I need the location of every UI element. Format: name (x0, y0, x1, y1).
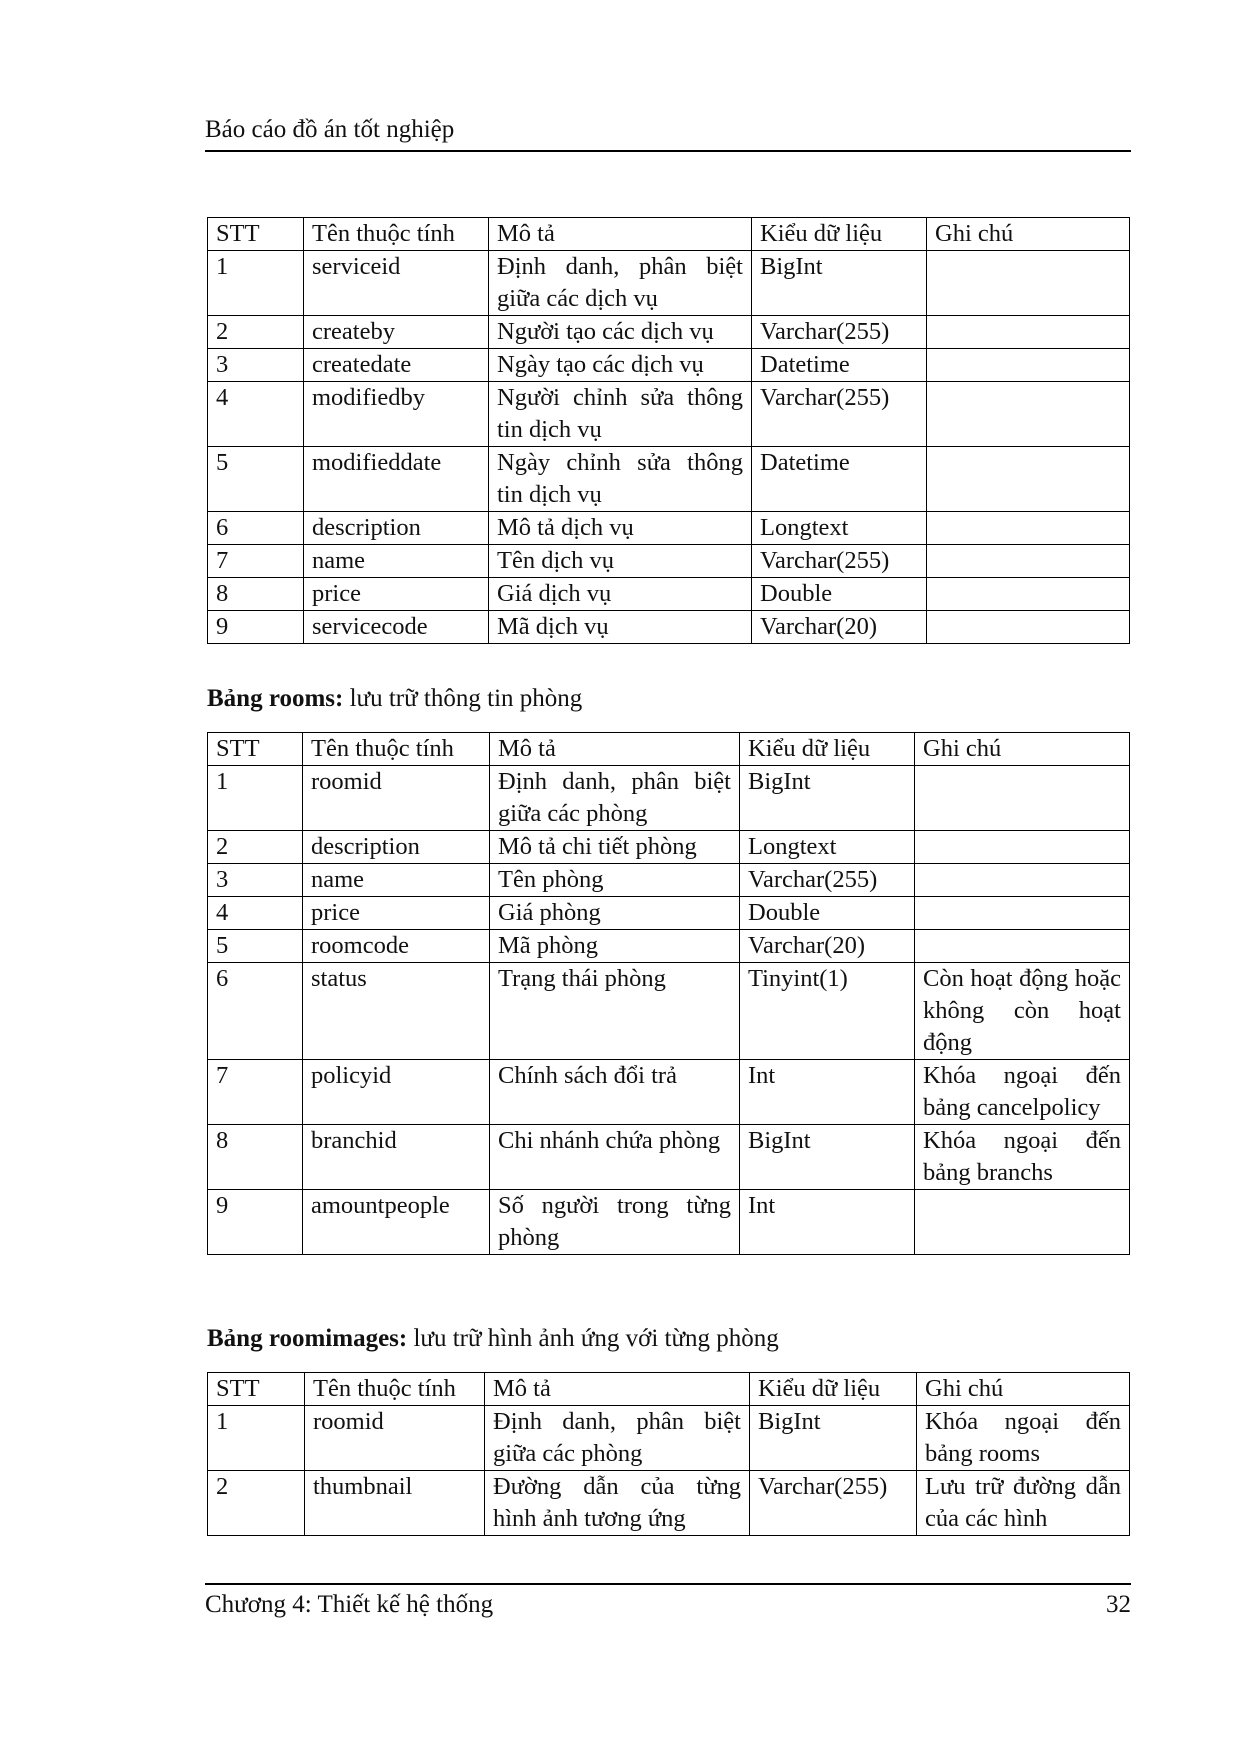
attribute-name-cell: thumbnail (305, 1471, 485, 1536)
data-type-cell: Varchar(20) (752, 611, 927, 644)
stt-cell: 1 (208, 766, 303, 831)
description-cell: Ngày tạo các dịch vụ (489, 349, 752, 382)
attribute-name-cell: createdate (304, 349, 489, 382)
description-cell: Mã phòng (490, 930, 740, 963)
note-cell (927, 545, 1130, 578)
caption-bold: Bảng rooms: (207, 685, 344, 712)
table-row (208, 930, 1130, 963)
attribute-name-cell: description (303, 831, 490, 864)
stt-cell: 7 (208, 1060, 303, 1125)
stt-cell: 6 (208, 963, 303, 1060)
table-row (208, 545, 1130, 578)
table-row (208, 1406, 1130, 1471)
data-type-cell: BigInt (750, 1406, 917, 1471)
attribute-name-cell: createby (304, 316, 489, 349)
page-footer (205, 1583, 1131, 1621)
table-row (208, 864, 1130, 897)
note-cell (927, 251, 1130, 316)
note-cell (927, 349, 1130, 382)
column-header: Tên thuộc tính (304, 218, 489, 251)
description-cell: Người tạo các dịch vụ (489, 316, 752, 349)
description-cell: Định danh, phân biệt giữa các dịch vụ (489, 251, 752, 316)
description-cell: Giá phòng (490, 897, 740, 930)
column-header: Ghi chú (915, 733, 1130, 766)
description-cell: Mô tả chi tiết phòng (490, 831, 740, 864)
stt-cell: 2 (208, 1471, 305, 1536)
stt-cell: 6 (208, 512, 304, 545)
attribute-name-cell: roomid (305, 1406, 485, 1471)
attribute-name-cell: name (304, 545, 489, 578)
note-cell: Khóa ngoại đến bảng branchs (915, 1125, 1130, 1190)
stt-cell: 1 (208, 251, 304, 316)
table-header-row (208, 733, 1130, 766)
table-row (208, 316, 1130, 349)
note-cell (927, 382, 1130, 447)
stt-cell: 3 (208, 864, 303, 897)
data-type-cell: BigInt (752, 251, 927, 316)
note-cell: Khóa ngoại đến bảng cancelpolicy (915, 1060, 1130, 1125)
caption-text: lưu trữ thông tin phòng (343, 685, 583, 712)
note-cell: Lưu trữ đường dẫn của các hình (917, 1471, 1130, 1536)
stt-cell: 2 (208, 831, 303, 864)
column-header: Kiểu dữ liệu (750, 1373, 917, 1406)
attribute-name-cell: amountpeople (303, 1190, 490, 1255)
note-cell (927, 578, 1130, 611)
page-header (205, 114, 1131, 152)
note-cell (915, 1190, 1130, 1255)
caption-text: lưu trữ hình ảnh ứng với từng phòng (407, 1325, 779, 1352)
note-cell (927, 611, 1130, 644)
description-cell: Định danh, phân biệt giữa các phòng (485, 1406, 750, 1471)
data-type-cell: Double (740, 897, 915, 930)
services-table (207, 217, 1130, 644)
table-row (208, 251, 1130, 316)
note-cell (927, 512, 1130, 545)
data-type-cell: Varchar(255) (752, 545, 927, 578)
description-cell: Ngày chỉnh sửa thông tin dịch vụ (489, 447, 752, 512)
column-header: STT (208, 1373, 305, 1406)
data-type-cell: Int (740, 1060, 915, 1125)
description-cell: Mã dịch vụ (489, 611, 752, 644)
column-header: Mô tả (489, 218, 752, 251)
table-row (208, 766, 1130, 831)
table-row (208, 611, 1130, 644)
table-row (208, 1471, 1130, 1536)
stt-cell: 8 (208, 1125, 303, 1190)
caption-bold: Bảng roomimages: (207, 1325, 408, 1352)
rooms-table-caption (207, 683, 582, 715)
stt-cell: 8 (208, 578, 304, 611)
note-cell (927, 447, 1130, 512)
table-row (208, 578, 1130, 611)
rooms-table (207, 732, 1130, 1255)
table-header-row (208, 218, 1130, 251)
data-type-cell: Longtext (752, 512, 927, 545)
table-row (208, 831, 1130, 864)
column-header: Kiểu dữ liệu (740, 733, 915, 766)
column-header: STT (208, 733, 303, 766)
data-type-cell: Longtext (740, 831, 915, 864)
description-cell: Người chỉnh sửa thông tin dịch vụ (489, 382, 752, 447)
attribute-name-cell: policyid (303, 1060, 490, 1125)
attribute-name-cell: roomid (303, 766, 490, 831)
note-cell (915, 831, 1130, 864)
attribute-name-cell: modifiedby (304, 382, 489, 447)
description-cell: Giá dịch vụ (489, 578, 752, 611)
attribute-name-cell: price (304, 578, 489, 611)
data-type-cell: Varchar(255) (752, 316, 927, 349)
attribute-name-cell: modifieddate (304, 447, 489, 512)
data-type-cell: Datetime (752, 447, 927, 512)
data-type-cell: Double (752, 578, 927, 611)
stt-cell: 1 (208, 1406, 305, 1471)
data-type-cell: Varchar(20) (740, 930, 915, 963)
description-cell: Đường dẫn của từng hình ảnh tương ứng (485, 1471, 750, 1536)
data-type-cell: Int (740, 1190, 915, 1255)
table-row (208, 1125, 1130, 1190)
description-cell: Trạng thái phòng (490, 963, 740, 1060)
description-cell: Mô tả dịch vụ (489, 512, 752, 545)
description-cell: Tên phòng (490, 864, 740, 897)
stt-cell: 9 (208, 1190, 303, 1255)
data-type-cell: BigInt (740, 1125, 915, 1190)
page-number: 32 (1106, 1591, 1131, 1618)
column-header: Kiểu dữ liệu (752, 218, 927, 251)
attribute-name-cell: servicecode (304, 611, 489, 644)
description-cell: Chi nhánh chứa phòng (490, 1125, 740, 1190)
roomimages-table (207, 1372, 1130, 1536)
column-header: Mô tả (490, 733, 740, 766)
note-cell (915, 766, 1130, 831)
data-type-cell: Varchar(255) (752, 382, 927, 447)
stt-cell: 4 (208, 382, 304, 447)
column-header: Ghi chú (917, 1373, 1130, 1406)
attribute-name-cell: status (303, 963, 490, 1060)
stt-cell: 7 (208, 545, 304, 578)
note-cell (927, 316, 1130, 349)
column-header: Ghi chú (927, 218, 1130, 251)
footer-chapter: Chương 4: Thiết kế hệ thống (205, 1591, 494, 1618)
data-type-cell: Datetime (752, 349, 927, 382)
column-header: Tên thuộc tính (303, 733, 490, 766)
table-row (208, 512, 1130, 545)
table-row (208, 897, 1130, 930)
description-cell: Định danh, phân biệt giữa các phòng (490, 766, 740, 831)
stt-cell: 2 (208, 316, 304, 349)
header-title: Báo cáo đồ án tốt nghiệp (205, 116, 455, 143)
attribute-name-cell: description (304, 512, 489, 545)
data-type-cell: Varchar(255) (740, 864, 915, 897)
table-header-row (208, 1373, 1130, 1406)
stt-cell: 5 (208, 930, 303, 963)
data-type-cell: Varchar(255) (750, 1471, 917, 1536)
table-row (208, 382, 1130, 447)
description-cell: Tên dịch vụ (489, 545, 752, 578)
description-cell: Chính sách đổi trả (490, 1060, 740, 1125)
attribute-name-cell: name (303, 864, 490, 897)
table-row (208, 1060, 1130, 1125)
table-row (208, 963, 1130, 1060)
note-cell: Còn hoạt động hoặc không còn hoạt động (915, 963, 1130, 1060)
attribute-name-cell: serviceid (304, 251, 489, 316)
roomimages-table-caption (207, 1323, 779, 1355)
stt-cell: 4 (208, 897, 303, 930)
table-row (208, 349, 1130, 382)
column-header: STT (208, 218, 304, 251)
data-type-cell: Tinyint(1) (740, 963, 915, 1060)
attribute-name-cell: price (303, 897, 490, 930)
note-cell (915, 930, 1130, 963)
note-cell: Khóa ngoại đến bảng rooms (917, 1406, 1130, 1471)
note-cell (915, 897, 1130, 930)
stt-cell: 5 (208, 447, 304, 512)
column-header: Tên thuộc tính (305, 1373, 485, 1406)
data-type-cell: BigInt (740, 766, 915, 831)
attribute-name-cell: branchid (303, 1125, 490, 1190)
table-row (208, 447, 1130, 512)
note-cell (915, 864, 1130, 897)
stt-cell: 3 (208, 349, 304, 382)
description-cell: Số người trong từng phòng (490, 1190, 740, 1255)
table-row (208, 1190, 1130, 1255)
attribute-name-cell: roomcode (303, 930, 490, 963)
column-header: Mô tả (485, 1373, 750, 1406)
stt-cell: 9 (208, 611, 304, 644)
